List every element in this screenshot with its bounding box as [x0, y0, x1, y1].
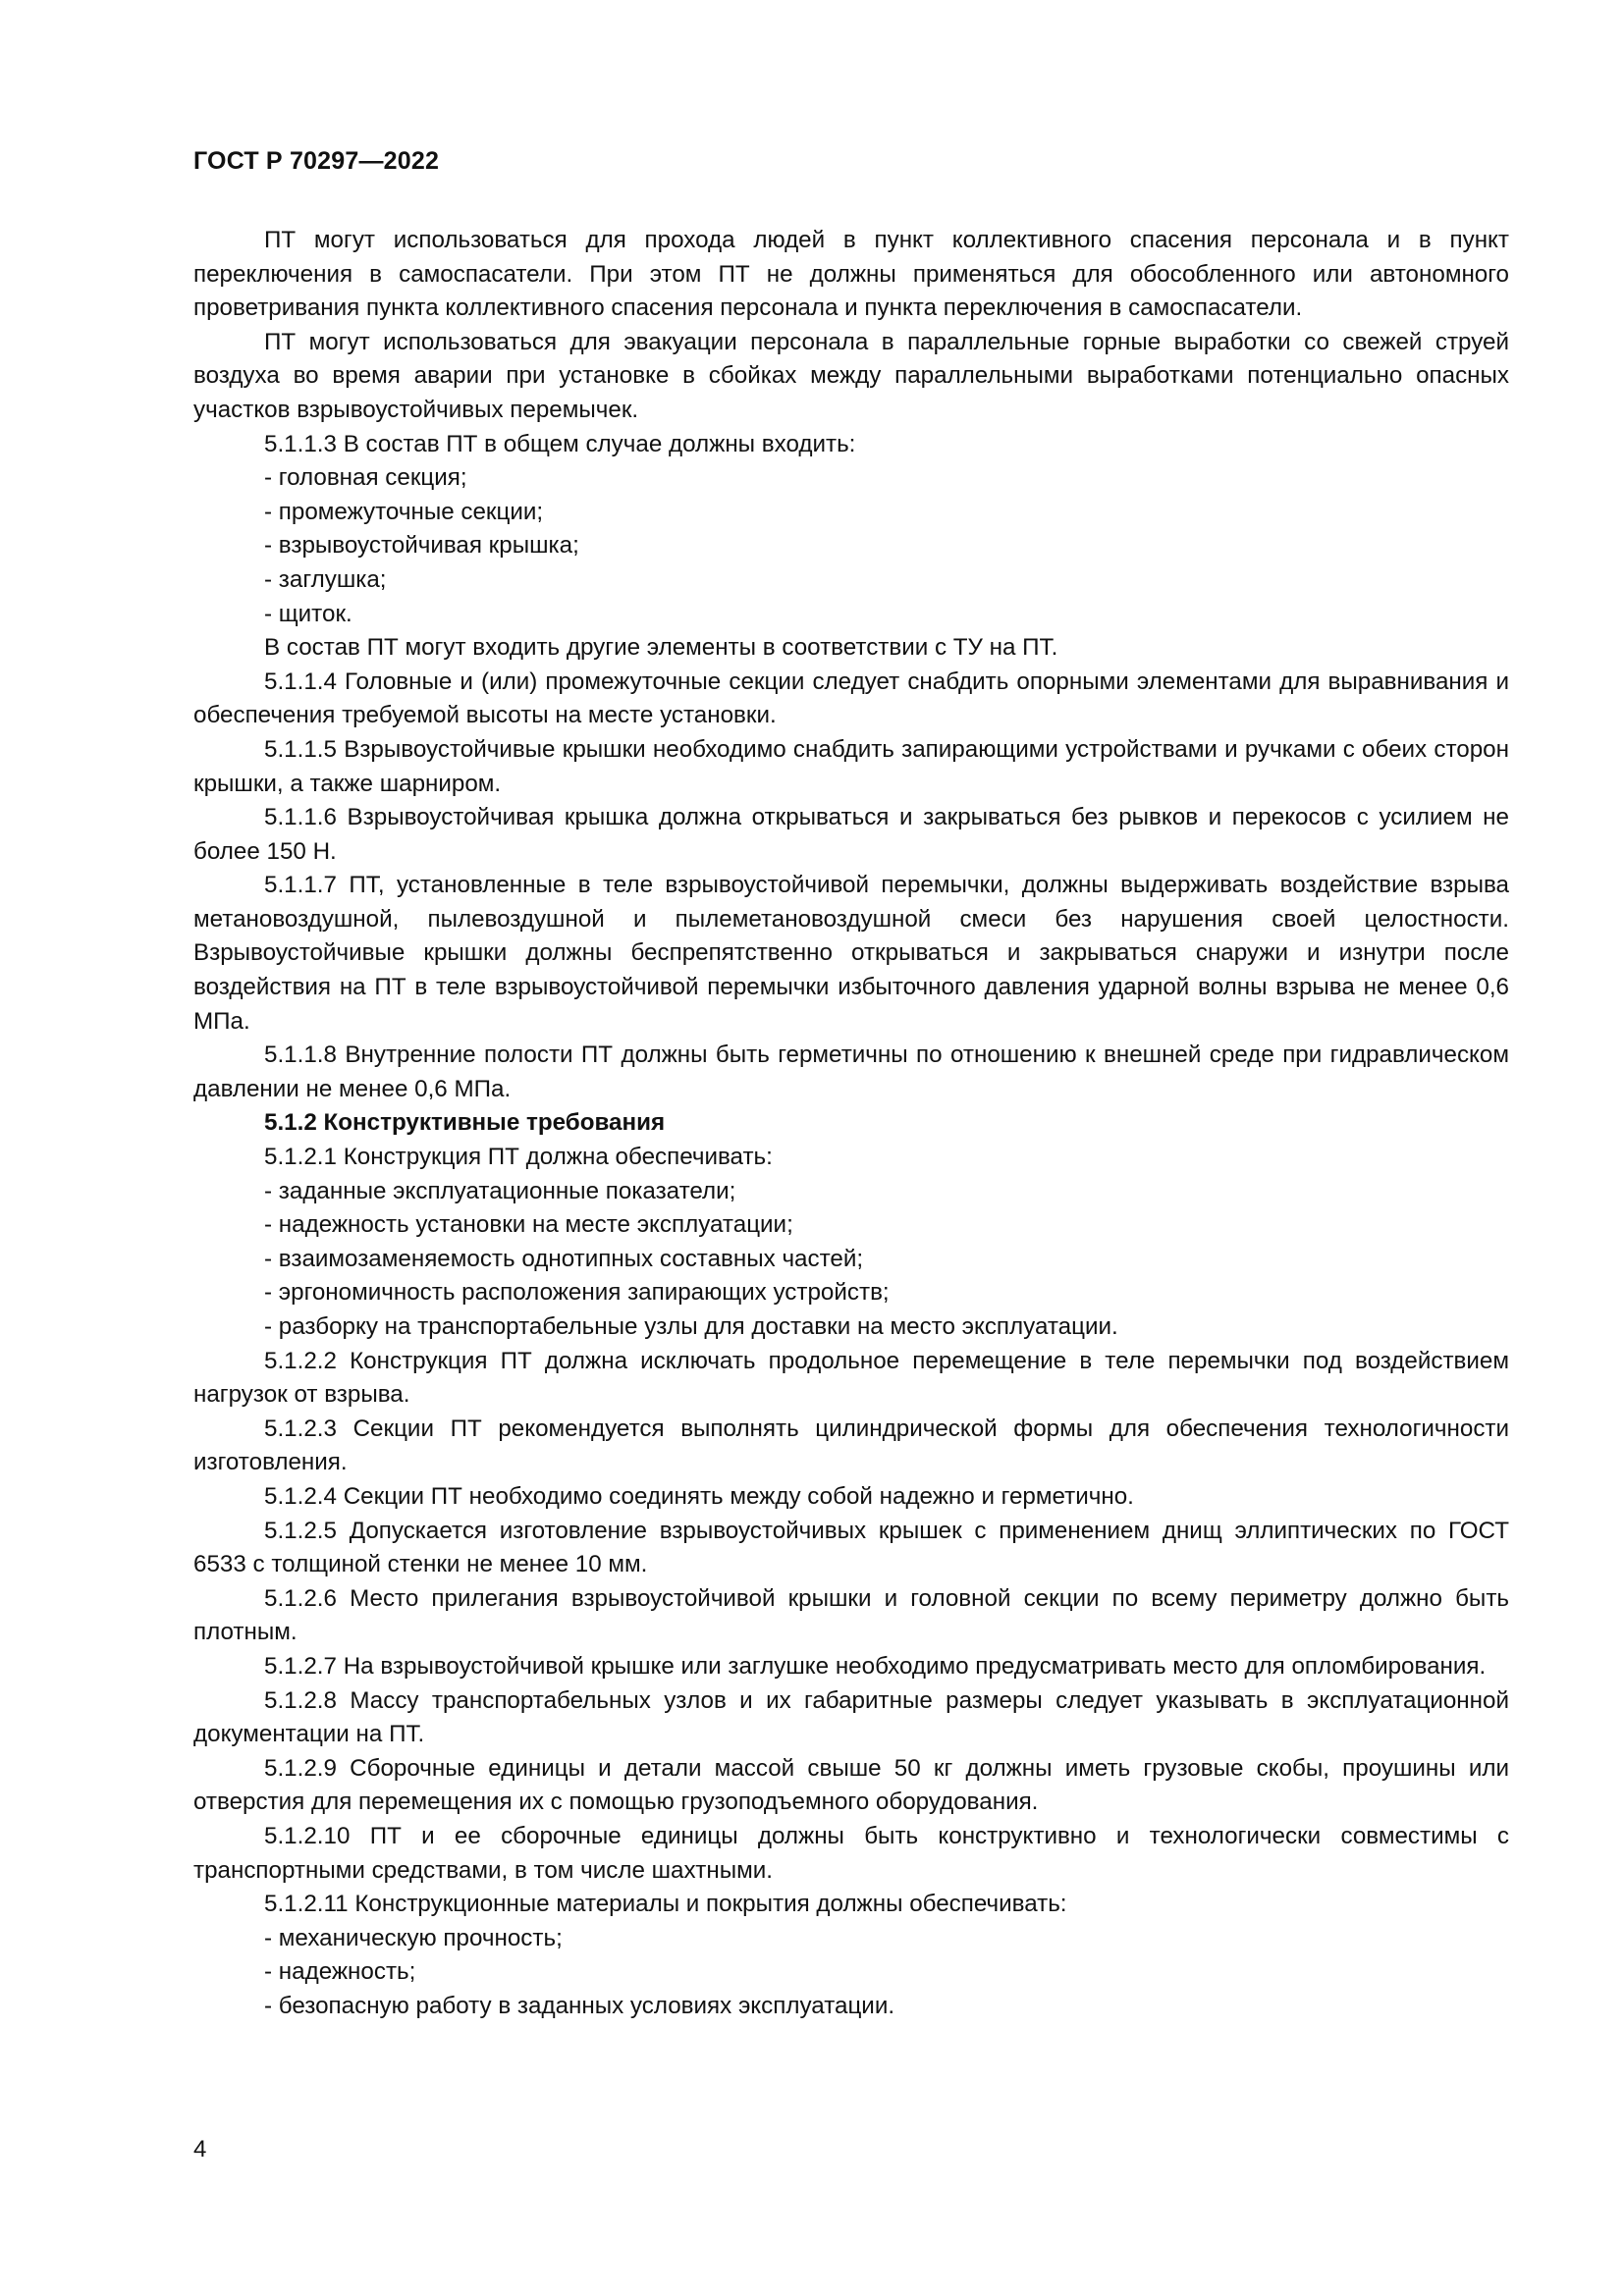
list-item: - надежность; [264, 1958, 416, 1986]
clause-5-1-2-1: 5.1.2.1 Конструкция ПТ должна обеспечивать: [264, 1144, 773, 1171]
list-item: - разборку на транспортабельные узлы для доставки на место эксплуатации. [264, 1313, 1118, 1340]
list-item: - взрывоустойчивая крышка; [264, 532, 579, 560]
paragraph: В состав ПТ могут входить другие элементы в соответствии с ТУ на ПТ. [264, 634, 1058, 662]
clause-5-1-2-10: 5.1.2.10 ПТ и ее сборочные единицы должны быть конструктивно и технологически совместимы с транспортными средствами, в том числе шахтными. [193, 1822, 1509, 1884]
paragraph: ПТ могут использоваться для эвакуации персонала в параллельные горные выработки со свежей струей воздуха во время аварии при установке в сбойках между параллельными выработками потенциально опасных участков взрывоустойчивых перемычек. [193, 328, 1509, 423]
clause-5-1-2-3: 5.1.2.3 Секции ПТ рекомендуется выполнять цилиндрической формы для обеспечения технологичности изготовления. [193, 1415, 1509, 1476]
page-number: 4 [193, 2136, 207, 2163]
list-item: - надежность установки на месте эксплуатации; [264, 1211, 793, 1239]
document-body [193, 224, 1509, 2023]
clause-5-1-2-11: 5.1.2.11 Конструкционные материалы и покрытия должны обеспечивать: [264, 1891, 1067, 1918]
clause-5-1-1-8: 5.1.1.8 Внутренние полости ПТ должны быть герметичны по отношению к внешней среде при гидравлическом давлении не менее 0,6 МПа. [193, 1041, 1509, 1102]
clause-5-1-1-7: 5.1.1.7 ПТ, установленные в теле взрывоустойчивой перемычки, должны выдерживать воздействие взрыва метановоздушной, пылевоздушной и пылеметановоздушной смеси без нарушения своей целостности. Взрывоустойчивые крышки должны беспрепятственно открываться и закрываться снаружи и изнутри после воздействия на ПТ в теле взрывоустойчивой перемычки избыточного давления ударной волны взрыва не менее 0,6 МПа. [193, 872, 1509, 1035]
list-item: - взаимозаменяемость однотипных составных частей; [264, 1245, 864, 1272]
list-item: - промежуточные секции; [264, 498, 544, 525]
clause-5-1-2-8: 5.1.2.8 Массу транспортабельных узлов и их габаритные размеры следует указывать в эксплуатационной документации на ПТ. [193, 1686, 1509, 1748]
clause-5-1-2-6: 5.1.2.6 Место прилегания взрывоустойчивой крышки и головной секции по всему периметру должно быть плотным. [193, 1584, 1509, 1646]
list-item: - механическую прочность; [264, 1924, 563, 1951]
list-item: - заглушка; [264, 565, 387, 593]
list-item: - эргономичность расположения запирающих устройств; [264, 1279, 890, 1307]
list-item: - безопасную работу в заданных условиях эксплуатации. [264, 1992, 895, 2019]
clause-5-1-2-9: 5.1.2.9 Сборочные единицы и детали массой свыше 50 кг должны иметь грузовые скобы, проушины или отверстия для перемещения их с помощью грузоподъемного оборудования. [193, 1754, 1509, 1816]
section-heading-5-1-2: 5.1.2 Конструктивные требования [264, 1109, 666, 1137]
clause-5-1-2-4: 5.1.2.4 Секции ПТ необходимо соединять между собой надежно и герметично. [264, 1482, 1134, 1510]
clause-5-1-1-3: 5.1.1.3 В состав ПТ в общем случае должны входить: [264, 430, 856, 457]
clause-5-1-2-2: 5.1.2.2 Конструкция ПТ должна исключать продольное перемещение в теле перемычки под воздействием нагрузок от взрыва. [193, 1347, 1509, 1409]
document-code-header: ГОСТ Р 70297—2022 [193, 147, 440, 175]
list-item: - щиток. [264, 600, 352, 627]
list-item: - головная секция; [264, 464, 467, 492]
clause-5-1-2-7: 5.1.2.7 На взрывоустойчивой крышке или заглушке необходимо предусматривать место для опломбирования. [264, 1652, 1487, 1680]
clause-5-1-1-6: 5.1.1.6 Взрывоустойчивая крышка должна открываться и закрываться без рывков и перекосов с усилием не более 150 Н. [193, 804, 1509, 865]
clause-5-1-1-4: 5.1.1.4 Головные и (или) промежуточные секции следует снабдить опорными элементами для выравнивания и обеспечения требуемой высоты на месте установки. [193, 667, 1509, 729]
list-item: - заданные эксплуатационные показатели; [264, 1177, 736, 1204]
clause-5-1-2-5: 5.1.2.5 Допускается изготовление взрывоустойчивых крышек с применением днищ эллиптических по ГОСТ 6533 с толщиной стенки не менее 10 мм. [193, 1517, 1509, 1578]
paragraph: ПТ могут использоваться для прохода людей в пункт коллективного спасения персонала и в пункт переключения в самоспасатели. При этом ПТ не должны применяться для обособленного или автономного проветривания пункта коллективного спасения персонала и пункта переключения в самоспасатели. [193, 227, 1509, 322]
clause-5-1-1-5: 5.1.1.5 Взрывоустойчивые крышки необходимо снабдить запирающими устройствами и ручками с обеих сторон крышки, а также шарниром. [193, 735, 1509, 797]
